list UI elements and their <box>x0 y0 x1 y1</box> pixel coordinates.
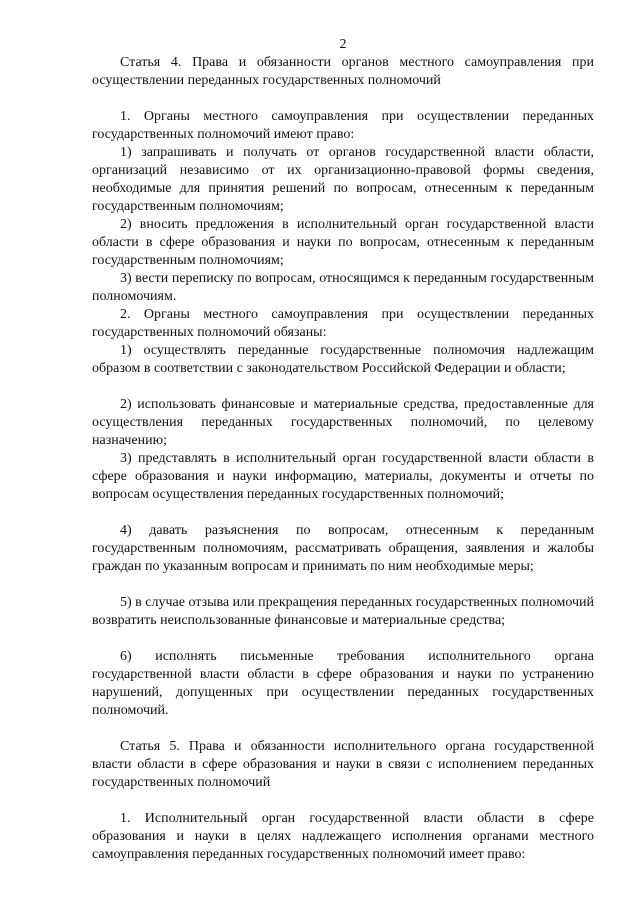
article-4-paragraph-1-item-1: 1) запрашивать и получать от органов государственной власти области, организаций независимо от их организационно-правовой формы сведения, необходимые для принятия решений по вопросам, отнесенным к переданным государственным полномочиям; <box>92 145 594 214</box>
article-4-paragraph-2-item-6: 6) исполнять письменные требования исполнительного органа государственной власти области в сфере образования и науки по устранению нарушений, допущенных при осуществлении переданных государственных полномочий. <box>92 649 594 718</box>
article-4-paragraph-1-item-2: 2) вносить предложения в исполнительный орган государственной власти области в сфере образования и науки по вопросам, отнесенным к переданным государственным полномочиям; <box>92 217 594 268</box>
article-4-paragraph-2-item-1: 1) осуществлять переданные государственные полномочия надлежащим образом в соответствии с законодательством Российской Федерации и области; <box>92 343 594 376</box>
article-4-paragraph-1-item-3: 3) вести переписку по вопросам, относящимся к переданным государственным полномочиям. <box>92 271 594 304</box>
article-4-paragraph-2-item-4: 4) давать разъяснения по вопросам, отнесенным к переданным государственным полномочиям, рассматривать обращения, заявления и жалобы граждан по указанным вопросам и принимать по ним необходимые меры; <box>92 523 594 574</box>
article-4-paragraph-2-item-3: 3) представлять в исполнительный орган государственной власти области в сфере образования и науки информацию, материалы, документы и отчеты по вопросам осуществления переданных государственных полномочий; <box>92 451 594 502</box>
article-5-heading: Статья 5. Права и обязанности исполнительного органа государственной власти области в сфере образования и науки в связи с исполнением переданных государственных полномочий <box>92 739 594 790</box>
article-5-paragraph-1: 1. Исполнительный орган государственной власти области в сфере образования и науки в целях надлежащего исполнения органами местного самоуправления переданных государственных полномочий имеет право: <box>92 811 594 862</box>
page-number: 2 <box>339 37 347 52</box>
article-4-paragraph-2-item-2: 2) использовать финансовые и материальные средства, предоставленные для осуществления переданных государственных полномочий, по целевому назначению; <box>92 397 594 448</box>
article-4-paragraph-2-item-5: 5) в случае отзыва или прекращения переданных государственных полномочий возвратить неиспользованные финансовые и материальные средства; <box>92 595 594 628</box>
article-4-heading: Статья 4. Права и обязанности органов местного самоуправления при осуществлении переданных государственных полномочий <box>92 55 594 88</box>
article-4-paragraph-2: 2. Органы местного самоуправления при осуществлении переданных государственных полномочий обязаны: <box>92 307 594 340</box>
article-4-paragraph-1: 1. Органы местного самоуправления при осуществлении переданных государственных полномочий имеют право: <box>92 109 594 142</box>
